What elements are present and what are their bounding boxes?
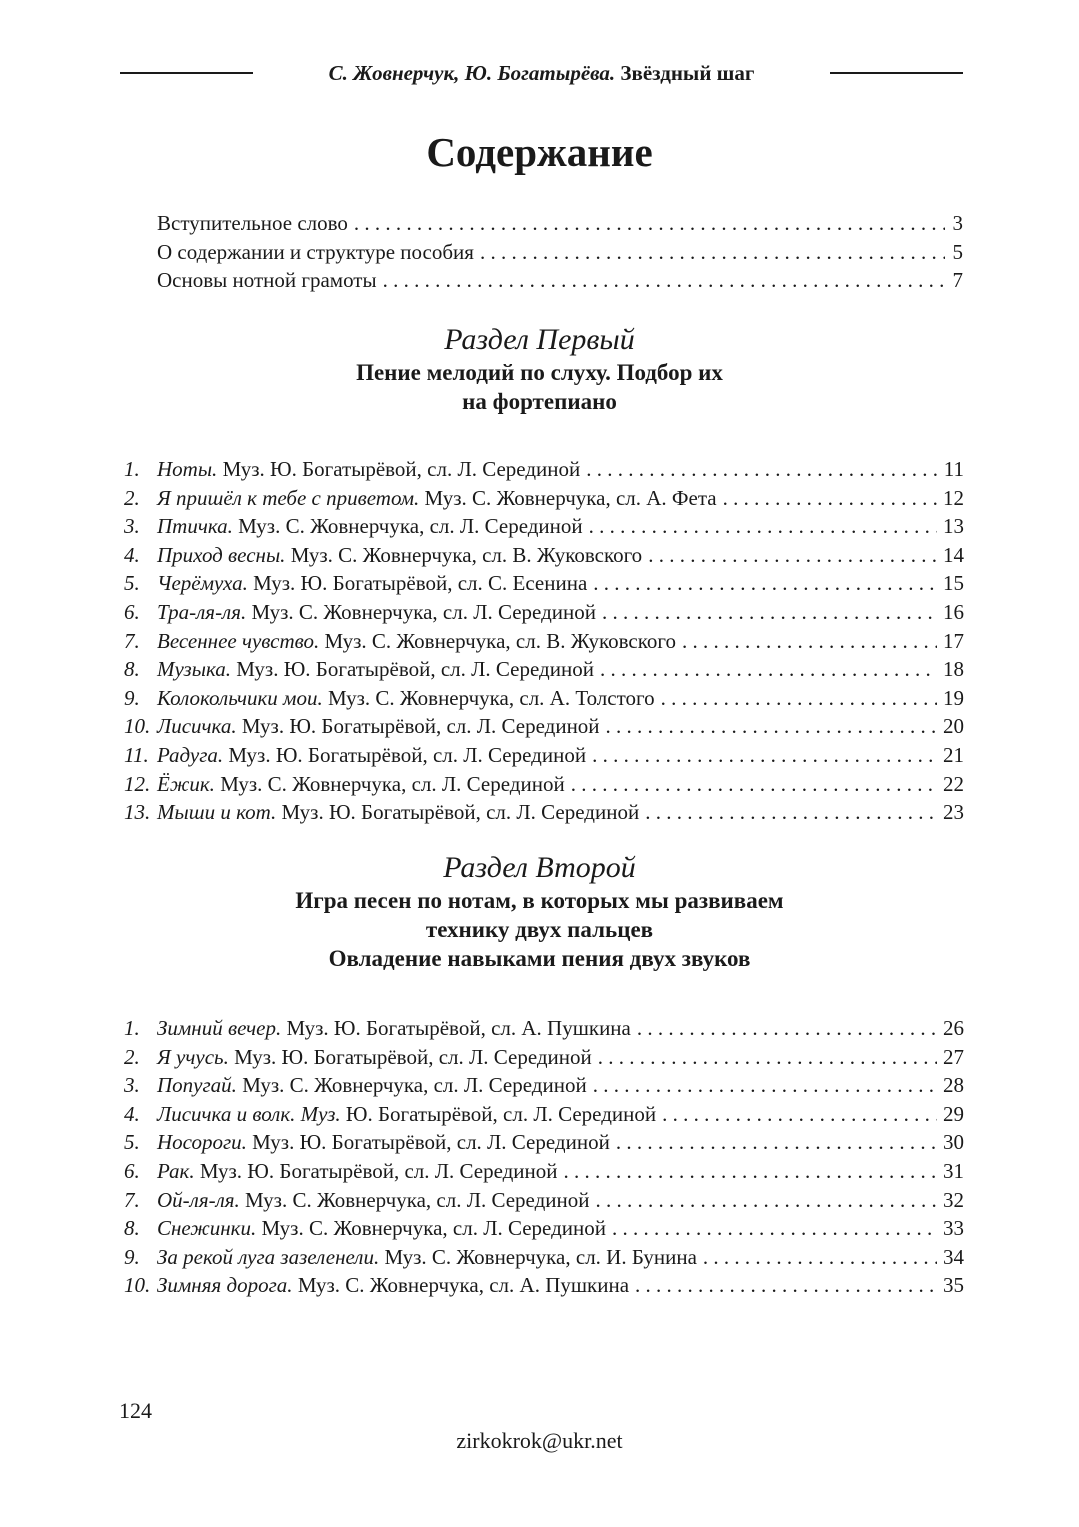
toc-entry[interactable]: [124, 1043, 964, 1072]
toc-entry-page: 12: [943, 485, 964, 510]
entry-title: Музыка.: [157, 657, 232, 682]
entry-number: 6.: [124, 1158, 140, 1183]
toc-entry-label: [124, 569, 587, 598]
toc-entry-page: 27: [943, 1044, 964, 1069]
entry-credits: Муз. С. Жовнерчука, сл. Л. Серединой: [261, 1216, 606, 1241]
entry-credits: Муз. С. Жовнерчука, сл. Л. Серединой: [220, 771, 565, 796]
toc-entry-label: [124, 1014, 631, 1043]
leader-dots: [682, 627, 937, 656]
entry-title: Весеннее чувство.: [157, 628, 320, 653]
entry-credits: Муз. Ю. Богатырёвой, сл. Л. Серединой: [281, 800, 640, 825]
entry-title: Я пришёл к тебе с приветом.: [157, 485, 420, 510]
entry-title: Ёжик.: [157, 771, 215, 796]
entry-number: 6.: [124, 599, 140, 624]
toc-entry-label: [124, 1157, 558, 1186]
leader-dots: [602, 598, 937, 627]
entry-number: 4.: [124, 1101, 140, 1126]
toc-entry-label: [124, 1214, 606, 1243]
toc-entry-label: [124, 798, 639, 827]
section-subtitle-line: Пение мелодий по слуху. Подбор их: [356, 360, 723, 385]
toc-entry-page: 18: [943, 657, 964, 682]
toc-entry-label: О содержании и структуре пособия: [157, 239, 474, 264]
toc-entry[interactable]: [124, 684, 964, 713]
entry-title: Я учусь.: [157, 1044, 229, 1069]
entry-number: 8.: [124, 1216, 140, 1241]
toc-entry-label: [124, 655, 594, 684]
entry-credits: Муз. С. Жовнерчука, сл. Л. Серединой: [251, 599, 596, 624]
section-1-entries: [124, 455, 964, 827]
entry-credits: Муз. С. Жовнерчука, сл. В. Жуковского: [324, 628, 676, 653]
toc-entry[interactable]: [124, 541, 964, 570]
toc-entry-page: 35: [943, 1273, 964, 1298]
entry-credits: Муз. Ю. Богатырёвой, сл. С. Есенина: [253, 571, 588, 596]
entry-credits: Муз. С. Жовнерчука, сл. В. Жуковского: [290, 542, 643, 567]
entry-number: 5.: [124, 1130, 140, 1155]
entry-number: 10.: [124, 1273, 151, 1298]
entry-credits: Муз. Ю. Богатырёвой, сл. Л. Серединой: [252, 1130, 610, 1155]
entry-credits: Муз. Ю. Богатырёвой, сл. Л. Серединой: [241, 714, 600, 739]
toc-entry-label: [124, 1243, 697, 1272]
entry-title: Тра-ля-ля.: [157, 599, 247, 624]
leader-dots: [635, 1271, 937, 1300]
entry-number: 2.: [124, 485, 140, 510]
leader-dots: [637, 1014, 937, 1043]
toc-entry-page: 14: [943, 542, 964, 567]
toc-entry[interactable]: [124, 1157, 964, 1186]
section-subtitle-line: Овладение навыками пения двух звуков: [328, 946, 751, 971]
toc-entry-label: [124, 741, 586, 770]
entry-credits: Муз. Ю. Богатырёвой, сл. А. Пушкина: [286, 1016, 631, 1040]
leader-dots: [645, 798, 937, 827]
entry-number: 4.: [124, 542, 140, 567]
entry-title: За рекой луга зазеленели.: [157, 1244, 380, 1269]
toc-entry-label: [124, 684, 655, 713]
leader-dots: [383, 266, 945, 295]
leader-dots: [593, 1071, 937, 1100]
toc-entry[interactable]: [124, 1243, 964, 1272]
leader-dots: [593, 569, 937, 598]
page-number: 124: [119, 1398, 152, 1423]
toc-entry-label: [124, 627, 676, 656]
leader-dots: [564, 1157, 937, 1186]
toc-entry-label: [124, 1071, 587, 1100]
toc-entry-label: [124, 484, 717, 513]
entry-credits: Муз. С. Жовнерчука, сл. А. Толстого: [327, 685, 655, 710]
section-subtitle-line: на фортепиано: [462, 389, 617, 414]
toc-entry-page: 7: [952, 268, 963, 293]
running-head-book-title: Звёздный шаг: [620, 60, 755, 85]
toc-entry-label: [124, 712, 600, 741]
toc-entry-label: [124, 1271, 629, 1300]
toc-entry[interactable]: [157, 266, 963, 295]
toc-entry-page: 31: [943, 1158, 964, 1183]
entry-number: 9.: [124, 685, 140, 710]
leader-dots: [480, 238, 945, 267]
leader-dots: [354, 209, 945, 238]
page-title: Содержание: [426, 129, 653, 175]
toc-entry-page: 15: [943, 571, 964, 596]
entry-title: Птичка.: [157, 514, 233, 539]
entry-number: 5.: [124, 571, 140, 596]
entry-title: Мыши и кот.: [157, 800, 277, 825]
entry-title: Рак.: [157, 1158, 195, 1183]
toc-entry-label: [124, 541, 642, 570]
toc-entry-label: [124, 598, 596, 627]
entry-credits: Муз. Ю. Богатырёвой, сл. Л. Серединой: [236, 657, 594, 682]
running-head-rule-right: [830, 72, 963, 74]
toc-entry-page: 13: [943, 514, 964, 539]
leader-dots: [571, 770, 937, 799]
toc-entry[interactable]: [124, 1186, 964, 1215]
entry-title: Радуга.: [157, 742, 224, 767]
entry-credits: Муз. Ю. Богатырёвой, сл. Л. Серединой: [199, 1158, 558, 1183]
toc-entry[interactable]: [124, 455, 964, 484]
toc-entry[interactable]: [124, 1128, 964, 1157]
entry-number: 9.: [124, 1244, 140, 1269]
entry-credits: Ю. Богатырёвой, сл. Л. Серединой: [345, 1101, 657, 1126]
toc-entry[interactable]: [124, 1271, 964, 1300]
toc-entry-page: 30: [943, 1130, 964, 1155]
toc-entry-page: 21: [943, 742, 964, 767]
entry-credits: Муз. С. Жовнерчука, сл. А. Фета: [424, 485, 717, 510]
entry-number: 1.: [124, 1016, 140, 1040]
toc-entry[interactable]: [124, 770, 964, 799]
toc-entry[interactable]: [157, 209, 963, 238]
toc-entry-page: 34: [943, 1244, 964, 1269]
leader-dots: [596, 1186, 938, 1215]
toc-entry[interactable]: [124, 484, 964, 513]
entry-credits: Муз. С. Жовнерчука, сл. Л. Серединой: [242, 1073, 587, 1098]
entry-credits: Муз. Ю. Богатырёвой, сл. Л. Серединой: [222, 457, 581, 481]
leader-dots: [612, 1214, 937, 1243]
running-head-text: [329, 61, 755, 86]
entry-number: 2.: [124, 1044, 140, 1069]
running-head: [120, 58, 963, 88]
leader-dots: [662, 1100, 937, 1129]
entry-number: 7.: [124, 1187, 140, 1212]
entry-credits: Муз. С. Жовнерчука, сл. А. Пушкина: [297, 1273, 630, 1298]
toc-entry-label: [124, 770, 565, 799]
section-name: Раздел Первый: [444, 323, 635, 356]
toc-entry-page: 19: [943, 685, 964, 710]
entry-number: 8.: [124, 657, 140, 682]
entry-credits: Муз. Ю. Богатырёвой, сл. Л. Серединой: [228, 742, 587, 767]
toc-entry-page: 23: [943, 800, 964, 825]
entry-number: 1.: [124, 457, 140, 481]
leader-dots: [606, 712, 937, 741]
entry-title: Попугай.: [157, 1073, 237, 1098]
toc-intro-list: [157, 209, 963, 295]
section-subtitle-line: технику двух пальцев: [425, 917, 654, 942]
leader-dots: [616, 1128, 937, 1157]
toc-entry[interactable]: [124, 1014, 964, 1043]
leader-dots: [586, 455, 938, 484]
entry-title: Приход весны.: [157, 542, 286, 567]
leader-dots: [589, 512, 937, 541]
entry-credits: Муз. С. Жовнерчука, сл. И. Бунина: [384, 1244, 697, 1269]
toc-entry[interactable]: [124, 1214, 964, 1243]
leader-dots: [592, 741, 937, 770]
toc-entry-page: 28: [943, 1073, 964, 1098]
toc-entry-label: Вступительное слово: [157, 211, 348, 235]
section-name: Раздел Второй: [443, 851, 636, 884]
entry-title: Ноты.: [157, 457, 218, 481]
toc-entry-page: 26: [943, 1016, 964, 1040]
toc-entry-page: 22: [943, 771, 964, 796]
toc-entry-label: [124, 1100, 656, 1129]
entry-number: 7.: [124, 628, 140, 653]
entry-credits: Муз. Ю. Богатырёвой, сл. Л. Серединой: [234, 1044, 592, 1069]
section-2-heading: [0, 850, 1079, 973]
entry-number: 3.: [124, 514, 140, 539]
toc-entry[interactable]: [157, 238, 963, 267]
leader-dots: [598, 1043, 937, 1072]
toc-entry-page: 17: [943, 628, 964, 653]
leader-dots: [648, 541, 937, 570]
toc-entry-page: 20: [943, 714, 964, 739]
entry-title: Носороги.: [157, 1130, 247, 1155]
toc-entry-page: 33: [943, 1216, 964, 1241]
entry-number: 10.: [124, 714, 151, 739]
toc-entry[interactable]: [124, 569, 964, 598]
toc-entry[interactable]: [124, 655, 964, 684]
toc-entry[interactable]: [124, 598, 964, 627]
toc-entry-label: [124, 1043, 592, 1072]
entry-number: 11.: [124, 742, 149, 767]
toc-entry-page: 16: [943, 599, 964, 624]
entry-number: 13.: [124, 800, 151, 825]
toc-entry-page: 29: [943, 1101, 964, 1126]
toc-entry[interactable]: [124, 627, 964, 656]
running-head-rule-left: [120, 72, 253, 74]
toc-entry-label: Основы нотной грамоты: [157, 268, 377, 293]
toc-entry-label: [124, 1186, 590, 1215]
entry-number: 3.: [124, 1073, 140, 1098]
toc-entry[interactable]: [124, 512, 964, 541]
running-head-authors: С. Жовнерчук, Ю. Богатырёва.: [328, 60, 616, 85]
section-1-heading: [0, 322, 1079, 416]
toc-entry-page: 32: [943, 1187, 964, 1212]
leader-dots: [703, 1243, 937, 1272]
entry-title: Снежинки.: [157, 1216, 257, 1241]
entry-title: Зимняя дорога.: [157, 1273, 293, 1298]
toc-entry-page: 5: [952, 239, 963, 264]
toc-entry-label: [124, 512, 583, 541]
toc-entry[interactable]: [124, 1071, 964, 1100]
entry-title: Лисичка.: [157, 714, 237, 739]
toc-entry[interactable]: [124, 741, 964, 770]
footer-email[interactable]: zirkokrok@ukr.net: [456, 1428, 623, 1453]
entry-title: Колокольчики мои.: [157, 685, 323, 710]
entry-credits: Муз. С. Жовнерчука, сл. Л. Серединой: [245, 1187, 590, 1212]
entry-title: Черёмуха.: [157, 571, 248, 596]
toc-entry[interactable]: [124, 798, 964, 827]
section-subtitle-line: Игра песен по нотам, в которых мы развиваем: [295, 888, 784, 913]
section-2-entries: [124, 1014, 964, 1300]
entry-title: Ой-ля-ля.: [157, 1187, 240, 1212]
leader-dots: [600, 655, 937, 684]
entry-title: Зимний вечер.: [157, 1016, 282, 1040]
leader-dots: [661, 684, 937, 713]
leader-dots: [723, 484, 937, 513]
entry-credits: Муз. С. Жовнерчука, сл. Л. Серединой: [238, 514, 583, 539]
entry-number: 12.: [124, 771, 151, 796]
entry-title: Лисичка и волк. Муз.: [157, 1101, 341, 1126]
toc-entry-label: [124, 455, 580, 484]
toc-entry[interactable]: [124, 1100, 964, 1129]
toc-entry-page: 11: [943, 457, 964, 481]
toc-entry-page: 3: [952, 211, 963, 235]
toc-entry-label: [124, 1128, 610, 1157]
toc-entry[interactable]: [124, 712, 964, 741]
